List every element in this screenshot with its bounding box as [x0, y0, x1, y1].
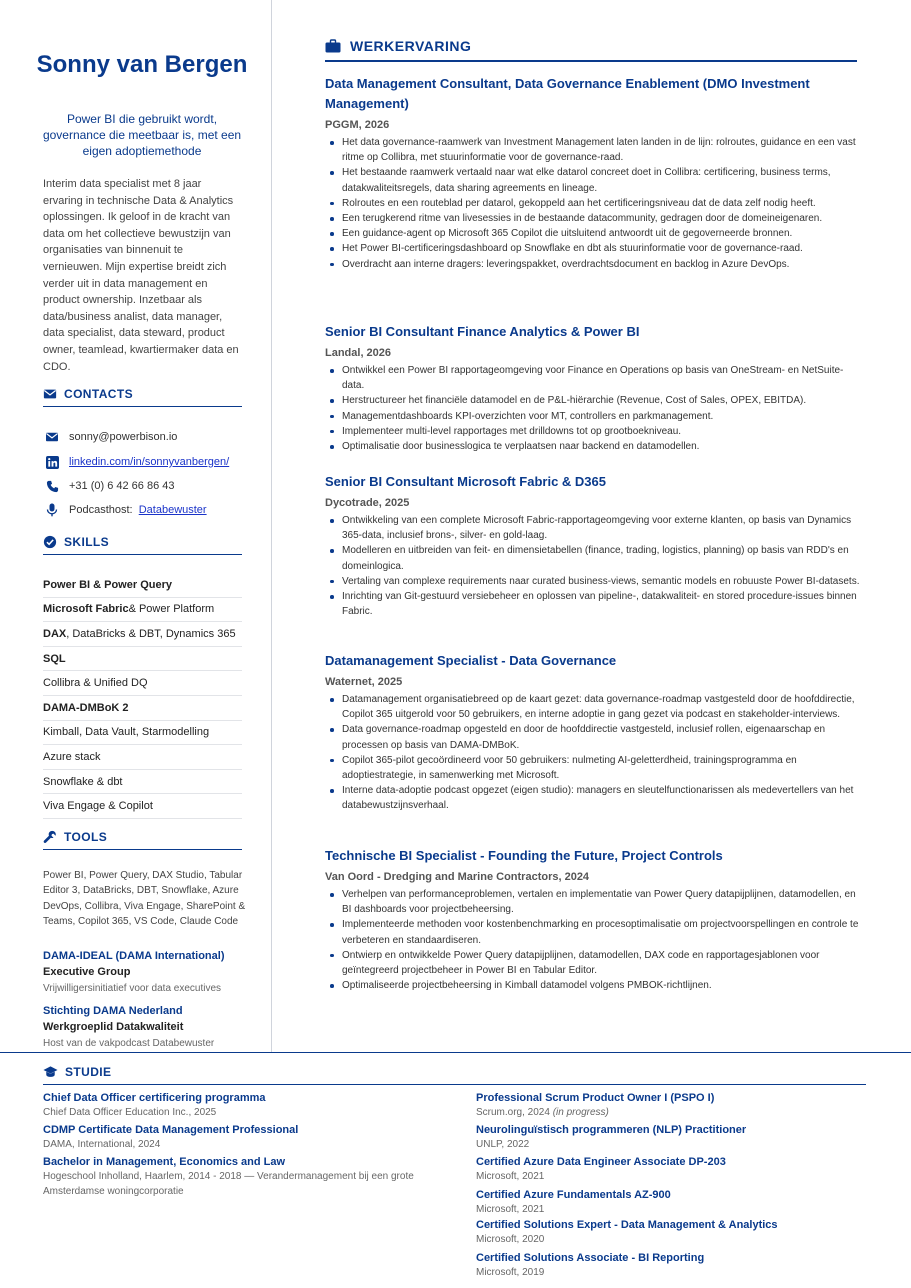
job-bullet: Rolroutes en een routeblad per datarol, gekoppeld aan het certificeringsniveau dat de data zelf nodig heeft.	[325, 196, 860, 211]
envelope-icon	[43, 387, 57, 401]
job-org: Van Oord - Dredging and Marine Contractors, 2024	[325, 871, 590, 883]
skill-name-rest: Snowflake & dbt	[43, 775, 123, 788]
job-bullet: Vertaling van complexe requirements naar curated business-views, semantic models en robuuste Power BI-datasets.	[325, 574, 860, 589]
contact-linkedin	[45, 455, 229, 469]
skill-item	[43, 696, 242, 721]
job-title: Technische BI Specialist - Founding the Future, Project Controls	[325, 848, 723, 863]
graduation-cap-icon	[43, 1065, 58, 1079]
job-entry	[325, 322, 860, 454]
experience-heading	[325, 38, 857, 62]
skill-item	[43, 794, 242, 819]
skill-name-rest: Azure stack	[43, 750, 101, 763]
job-bullet: Implementeerde methoden voor kostenbenchmarking en procesoptimalisatie om projectvoorspellingen en controle te verbeteren en standaardiseren.	[325, 917, 860, 947]
education-title: Chief Data Officer certificering programma	[43, 1092, 266, 1104]
job-bullet: Het data governance-raamwerk van Investment Management laten landen in de lijn: rolroutes, guidance en een vast ritme op Collibra, met stuurinformatie voor de governance-raad.	[325, 135, 860, 165]
education-title: Neurolinguïstisch programmeren (NLP) Practitioner	[476, 1124, 747, 1136]
job-bullet: Optimalisatie door businesslogica te verplaatsen naar backend en datamodellen.	[325, 439, 860, 454]
job-bullet: Een guidance-agent op Microsoft 365 Copilot die uitsluitend antwoordt uit de gegoverneerde bronnen.	[325, 226, 860, 241]
podcast-label: Podcasthost:	[69, 504, 133, 516]
skill-name-bold: Microsoft Fabric	[43, 603, 129, 616]
job-org: Waternet, 2025	[325, 676, 403, 688]
left-column	[0, 0, 272, 1052]
job-entry	[325, 846, 860, 993]
contact-email	[45, 430, 177, 444]
study-heading-label: STUDIE	[65, 1065, 112, 1079]
education-sub-text: Microsoft, 2020	[476, 1234, 545, 1245]
skill-item	[43, 745, 242, 770]
education-sub	[476, 1232, 866, 1247]
tools-heading-label: TOOLS	[64, 830, 108, 844]
contact-phone	[45, 479, 175, 493]
education-note: (in progress)	[552, 1107, 609, 1118]
education-item	[476, 1155, 866, 1184]
job-title: Data Management Consultant, Data Governance Enablement (DMO Investment Management)	[325, 76, 810, 111]
job-bullets	[325, 513, 860, 619]
education-sub	[476, 1137, 866, 1152]
job-bullet: Interne data-adoptie podcast opgezet (eigen studio): managers en sleutelfunctionarissen als medevertellers van het databewustzijnsverhaal.	[325, 783, 860, 813]
skill-name-rest: Kimball, Data Vault, Starmodelling	[43, 726, 210, 739]
education-sub	[476, 1202, 866, 1217]
tools-heading	[43, 830, 242, 850]
tools-text: Power BI, Power Query, DAX Studio, Tabular Editor 3, DataBricks, DBT, Snowflake, Azure DevOps, Collibra, Viva Engage, SharePoint & Teams, Copilot 365, VS Code, Claude Code	[43, 870, 246, 928]
check-badge-icon	[43, 535, 57, 549]
job-bullet: Optimaliseerde projectbeheersing in Kimball datamodel volgens PMBOK-richtlijnen.	[325, 978, 860, 993]
skill-item	[43, 573, 242, 598]
envelope-icon	[45, 430, 59, 444]
job-title: Datamanagement Specialist - Data Governance	[325, 653, 617, 668]
education-item	[43, 1155, 433, 1199]
education-title: Certified Solutions Associate - BI Reporting	[476, 1252, 705, 1264]
profile-name: Sonny van Bergen	[36, 51, 248, 78]
education-sub: Hogeschool Inholland, Haarlem, 2014 - 2018 — Verandermanagement bij een grote Amsterdamse woningcorporatie	[43, 1171, 414, 1197]
education-sub	[476, 1169, 866, 1184]
email-text: sonny@powerbison.io	[69, 431, 178, 443]
phone-icon	[45, 479, 59, 493]
education-sub-text: UNLP, 2022	[476, 1139, 530, 1150]
education-title: Certified Azure Fundamentals AZ-900	[476, 1189, 671, 1201]
org-2-name: Stichting DAMA Nederland	[43, 1005, 183, 1017]
education-sub-text: Microsoft, 2019	[476, 1267, 545, 1278]
job-bullet: Een terugkerend ritme van livesessies in de bestaande datacommunity, gedragen door de domeineigenaren.	[325, 211, 860, 226]
education-item	[476, 1123, 866, 1152]
org-1-desc: Vrijwilligersinitiatief voor data executives	[43, 983, 222, 994]
wrench-icon	[43, 830, 57, 844]
skill-item	[43, 622, 242, 647]
skills-list	[43, 573, 242, 819]
job-org: Landal, 2026	[325, 347, 392, 359]
job-bullet: Overdracht aan interne dragers: leveringspakket, overdrachtsdocument en backlog in Azure DevOps.	[325, 257, 860, 272]
education-title: CDMP Certificate Data Management Professional	[43, 1124, 299, 1136]
skill-item	[43, 721, 242, 746]
job-bullets	[325, 363, 860, 454]
education-sub-text: Microsoft, 2021	[476, 1171, 545, 1182]
education-item	[43, 1091, 433, 1120]
education-item	[476, 1251, 866, 1280]
skill-name-bold: DAX	[43, 627, 67, 640]
skill-item	[43, 647, 242, 672]
education-item	[476, 1218, 866, 1247]
education-title: Professional Scrum Product Owner I (PSPO I)	[476, 1092, 715, 1104]
contacts-heading	[43, 387, 242, 407]
study-heading	[43, 1065, 866, 1085]
job-title: Senior BI Consultant Microsoft Fabric & D365	[325, 474, 606, 489]
skill-name-bold: DAMA-DMBoK 2	[43, 701, 129, 714]
job-bullet: Het Power BI-certificeringsdashboard op Snowflake en dbt als stuurinformatie voor de governance-raad.	[325, 241, 860, 256]
education-sub: DAMA, International, 2024	[43, 1139, 161, 1150]
skill-name-rest: Viva Engage & Copilot	[43, 800, 153, 813]
skills-heading-label: SKILLS	[64, 535, 110, 549]
education-sub	[476, 1265, 866, 1280]
job-bullets	[325, 887, 860, 993]
skill-item	[43, 770, 242, 795]
job-bullet: Het bestaande raamwerk vertaald naar wat elke datarol concreet doet in Collibra: certificering, business terms, datakwaliteitsregels, data sharing agreements en lineage.	[325, 165, 860, 195]
education-sub-text: Microsoft, 2021	[476, 1204, 545, 1215]
education-sub-text: Scrum.org, 2024	[476, 1107, 550, 1118]
skills-heading	[43, 535, 242, 555]
education-sub: Chief Data Officer Education Inc., 2025	[43, 1107, 217, 1118]
job-bullet: Data governance-roadmap opgesteld en door de hoofddirectie vastgesteld, inclusief rollen, eigenaarschap en processen op basis van DAMA-DMBoK.	[325, 722, 860, 752]
job-bullets	[325, 692, 860, 814]
skill-item	[43, 671, 242, 696]
skill-name-bold: Power BI & Power Query	[43, 578, 172, 591]
section-divider	[0, 1052, 911, 1053]
education-item	[476, 1091, 866, 1120]
skill-item	[43, 598, 242, 623]
job-bullet: Ontwikkeling van een complete Microsoft Fabric-rapportageomgeving voor externe klanten, op basis van Dynamics 365-data, inclusief brons-, silver- en gold-laag.	[325, 513, 860, 543]
job-bullets	[325, 135, 860, 272]
skill-name-rest: Collibra & Unified DQ	[43, 677, 148, 690]
education-item	[476, 1188, 866, 1217]
org-1-role: Executive Group	[43, 966, 131, 978]
skill-name-rest: & Power Platform	[128, 603, 215, 616]
job-org: PGGM, 2026	[325, 119, 390, 131]
microphone-icon	[45, 503, 59, 517]
experience-heading-label: WERKERVARING	[350, 38, 472, 54]
education-title: Certified Solutions Expert - Data Management & Analytics	[476, 1219, 778, 1231]
linkedin-icon	[45, 455, 59, 469]
podcast-link[interactable]: Databewuster	[138, 504, 207, 516]
job-title: Senior BI Consultant Finance Analytics & Power BI	[325, 324, 640, 339]
job-bullet: Herstructureer het financiële datamodel en de P&L-hiërarchie (Revenue, Cost of Sales, OPEX, EBITDA).	[325, 393, 860, 408]
job-bullet: Implementeer multi-level rapportages met drilldowns tot op grootboekniveau.	[325, 424, 860, 439]
education-item	[43, 1123, 433, 1152]
org-2-role: Werkgroeplid Datakwaliteit	[43, 1021, 184, 1033]
job-org: Dycotrade, 2025	[325, 497, 410, 509]
job-bullet: Managementdashboards KPI-overzichten voor MT, controllers en parkmanagement.	[325, 409, 860, 424]
job-entry	[325, 74, 860, 272]
education-sub	[476, 1105, 866, 1120]
job-entry	[325, 472, 860, 619]
job-bullet: Ontwierp en ontwikkelde Power Query datapijplijnen, datamodellen, DAX code en rapportagesjablonen voor geïntegreerd projectbeheer in Power BI en Tabular Editor.	[325, 948, 860, 978]
job-bullet: Copilot 365-pilot gecoördineerd voor 50 gebruikers: nulmeting AI-geletterdheid, trainingsprogramma en adoptiestrategie, in samenwerking met Microsoft.	[325, 753, 860, 783]
skill-name-rest: , DataBricks & DBT, Dynamics 365	[66, 627, 236, 640]
job-bullet: Verhelpen van performanceproblemen, vertalen en implementatie van Power Query datapijplijnen, datamodellen, en BI dashboards voor projectbeheersing.	[325, 887, 860, 917]
skill-name-bold: SQL	[43, 652, 66, 665]
job-bullet: Inrichting van Git-gestuurd versiebeheer en oplossen van pipeline-, datakwaliteit- en stored procedure-issues binnen Fabric.	[325, 589, 860, 619]
org-1-name: DAMA-IDEAL (DAMA International)	[43, 950, 225, 962]
linkedin-link[interactable]: linkedin.com/in/sonnyvanbergen/	[69, 456, 230, 468]
profile-tagline: Power BI die gebruikt wordt, governance die meetbaar is, met een eigen adoptiemethode	[42, 112, 242, 158]
job-bullet: Datamanagement organisatiebreed op de kaart gezet: data governance-roadmap vastgesteld door de hoofddirectie, Copilot 365 uitgerold voor 50 gebruikers, en interne adoptie in gang gezet via podcast en stakeholder-interviews.	[325, 692, 860, 722]
job-entry	[325, 651, 860, 814]
contact-podcast	[45, 503, 207, 517]
contacts-heading-label: CONTACTS	[64, 387, 133, 401]
briefcase-icon	[325, 39, 341, 53]
education-title: Certified Azure Data Engineer Associate DP-203	[476, 1156, 726, 1168]
org-2-desc: Host van de vakpodcast Databewuster	[43, 1038, 215, 1049]
job-bullet: Ontwikkel een Power BI rapportageomgeving voor Finance en Operations op basis van OneStream- en NetSuite-data.	[325, 363, 860, 393]
profile-summary: Interim data specialist met 8 jaar ervaring in technische Data & Analytics oplossingen. Ik geloof in de kracht van data om het collectieve bewustzijn van organisaties van binnenuit te vernieuwen. Mijn expertise breidt zich verder uit in data management en product ownership. Inzetbaar als data/business analist, data manager, data specialist, data steward, product owner, teamlead, kwartiermaker data en CDO.	[43, 178, 239, 373]
education-title: Bachelor in Management, Economics and Law	[43, 1156, 286, 1168]
phone-text: +31 (0) 6 42 66 86 43	[69, 480, 175, 492]
job-bullet: Modelleren en uitbreiden van feit- en dimensietabellen (finance, trading, logistics, planning) op basis van RDD's en domeinlogica.	[325, 543, 860, 573]
